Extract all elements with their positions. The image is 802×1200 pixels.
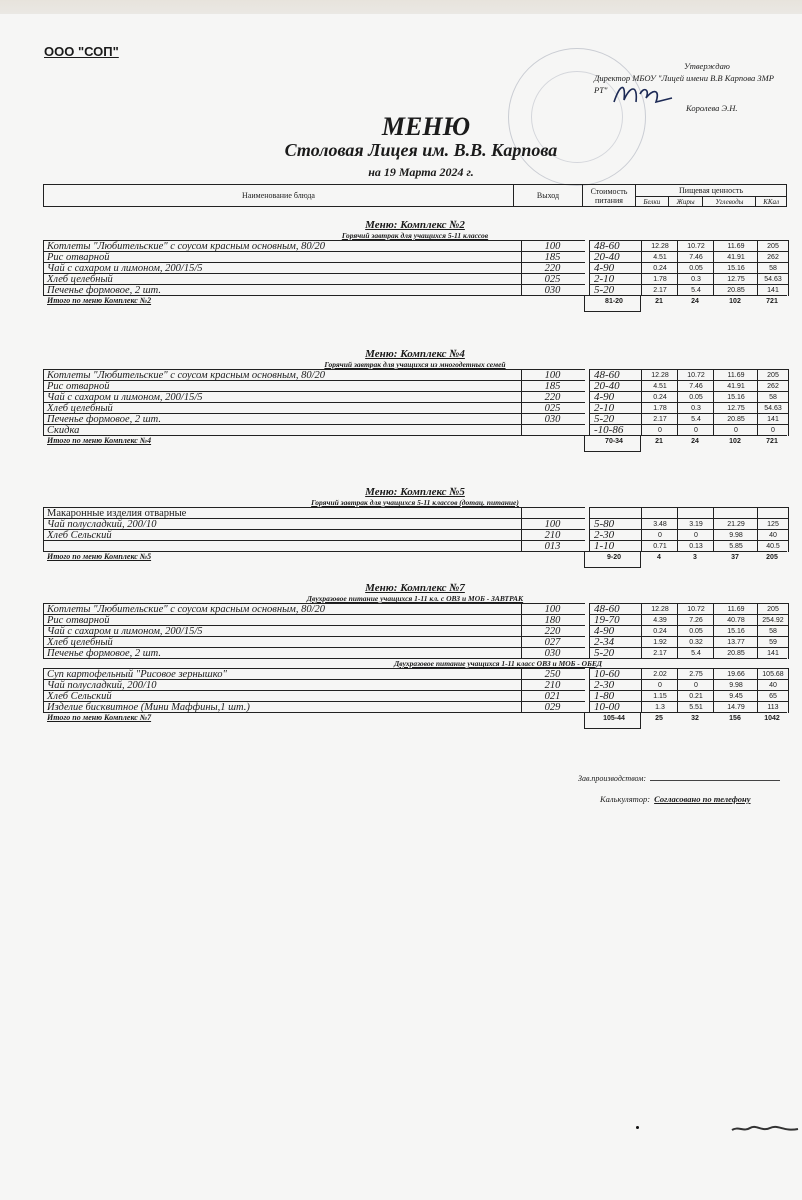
approval-line-2: Директор МБОУ "Лицей имени В.В Карпова ЗМР xyxy=(594,73,774,83)
table-row xyxy=(43,413,787,424)
dish-carbs: 9.45 xyxy=(713,690,758,702)
section-complex-4 xyxy=(43,348,787,450)
dish-output: 100 xyxy=(520,369,585,381)
dish-protein: 3.48 xyxy=(641,518,678,530)
table-row xyxy=(43,402,787,413)
dish-carbs: 41.91 xyxy=(713,380,758,392)
dish-output: 100 xyxy=(520,603,585,615)
dish-fat: 0 xyxy=(677,529,714,541)
approval-line-3: РТ" xyxy=(594,85,608,95)
dish-carbs: 11.69 xyxy=(713,603,758,615)
header-out: Выход xyxy=(514,185,583,207)
dish-protein: 4.51 xyxy=(641,251,678,263)
dish-carbs: 20.85 xyxy=(713,647,758,659)
dish-fat: 5.51 xyxy=(677,701,714,713)
dish-carbs: 12.75 xyxy=(713,273,758,285)
dish-price: 10-60 xyxy=(589,668,644,680)
dish-output: 220 xyxy=(520,262,585,274)
dish-protein: 4.51 xyxy=(641,380,678,392)
table-row xyxy=(43,668,787,679)
total-carbs: 37 xyxy=(731,554,739,561)
dish-name: Печенье формовое, 2 шт. xyxy=(43,413,522,425)
table-row xyxy=(43,273,787,284)
dish-protein: 0 xyxy=(641,424,678,436)
approval-line-1: Утверждаю xyxy=(684,61,730,71)
total-price: 81-20 xyxy=(605,298,623,305)
header-price: Стоимость питания xyxy=(583,185,636,207)
dish-name: Суп картофельный "Рисовое зернышко" xyxy=(43,668,522,680)
section-complex-2 xyxy=(43,219,787,310)
dish-carbs: 14.79 xyxy=(713,701,758,713)
dish-name: Рис отварной xyxy=(43,380,522,392)
dish-output: 210 xyxy=(520,679,585,691)
total-carbs: 102 xyxy=(729,438,741,445)
dish-fat: 5.4 xyxy=(677,284,714,296)
dish-carbs: 0 xyxy=(713,424,758,436)
dish-output: 185 xyxy=(520,251,585,263)
dish-fat: 7.46 xyxy=(677,251,714,263)
dish-output: 030 xyxy=(520,284,585,296)
dish-price: 2-34 xyxy=(589,636,644,648)
dish-kcal: 113 xyxy=(757,701,789,713)
dish-name: Рис отварной xyxy=(43,614,522,626)
dish-name: Хлеб целебный xyxy=(43,273,522,285)
dish-fat: 0.3 xyxy=(677,273,714,285)
dish-fat: 5.4 xyxy=(677,647,714,659)
dish-kcal: 58 xyxy=(757,391,789,403)
table-row xyxy=(43,636,787,647)
table-row xyxy=(43,391,787,402)
total-kcal: 205 xyxy=(766,554,778,561)
dish-kcal: 105.68 xyxy=(757,668,789,680)
total-price: 9-20 xyxy=(606,554,621,561)
dish-carbs: 41.91 xyxy=(713,251,758,263)
dish-kcal: 58 xyxy=(757,262,789,274)
dish-kcal: 54.63 xyxy=(757,273,789,285)
dish-protein: 2.17 xyxy=(641,647,678,659)
dish-carbs: 9.98 xyxy=(713,679,758,691)
ink-scribble-icon xyxy=(730,1124,800,1134)
dish-price: 5-20 xyxy=(589,413,644,425)
dish-price: 5-80 xyxy=(589,518,644,530)
dish-carbs: 15.16 xyxy=(713,625,758,637)
header-col-kcal: ККал xyxy=(756,197,787,207)
table-row xyxy=(43,240,787,251)
dish-name: Чай полусладкий, 200/10 xyxy=(43,518,522,530)
dish-carbs: 20.85 xyxy=(713,284,758,296)
dish-fat: 2.75 xyxy=(677,668,714,680)
table-row xyxy=(43,284,787,295)
dish-output: 210 xyxy=(520,529,585,541)
dish-name: Рис отварной xyxy=(43,251,522,263)
dish-protein: 0 xyxy=(641,529,678,541)
dish-price: 1-10 xyxy=(589,540,644,552)
section-total xyxy=(43,712,787,727)
table-row xyxy=(43,690,787,701)
total-carbs: 102 xyxy=(729,298,741,305)
section-title: Меню: Комплекс №4 xyxy=(365,348,465,360)
calculator-line xyxy=(600,794,751,804)
table-row xyxy=(43,625,787,636)
dish-output: 030 xyxy=(520,413,585,425)
section-subtitle: Горячий завтрак для учащихся из многодетных семей xyxy=(324,360,506,369)
section-title: Меню: Комплекс №2 xyxy=(365,219,465,231)
dish-protein: 2.17 xyxy=(641,413,678,425)
table-row xyxy=(43,529,787,540)
dish-carbs: 20.85 xyxy=(713,413,758,425)
dish-name: Чай с сахаром и лимоном, 200/15/5 xyxy=(43,391,522,403)
dish-output: 220 xyxy=(520,391,585,403)
section-complex-5 xyxy=(43,486,787,566)
approval-signer: Королева Э.Н. xyxy=(686,103,738,113)
dish-protein: 1.78 xyxy=(641,273,678,285)
dish-protein: 0.24 xyxy=(641,625,678,637)
dish-price: 10-00 xyxy=(589,701,644,713)
total-protein: 21 xyxy=(655,438,663,445)
total-label: Итого по меню Комплекс №2 xyxy=(47,296,152,305)
table-row xyxy=(43,603,787,614)
dish-price: 48-60 xyxy=(589,603,644,615)
dish-price: 20-40 xyxy=(589,380,644,392)
dish-fat: 7.46 xyxy=(677,380,714,392)
menu-date: на 19 Марта 2024 г. xyxy=(368,165,474,179)
dish-carbs: 13.77 xyxy=(713,636,758,648)
dish-protein: 12.28 xyxy=(641,240,678,252)
dish-kcal: 40.5 xyxy=(757,540,789,552)
dish-kcal: 141 xyxy=(757,284,789,296)
section-title: Меню: Комплекс №5 xyxy=(365,486,465,498)
dish-price: 20-40 xyxy=(589,251,644,263)
section-subtitle: Горячий завтрак для учащихся 5-11 классов xyxy=(341,231,489,240)
table-row xyxy=(43,701,787,712)
dish-output: 030 xyxy=(520,647,585,659)
dish-carbs: 11.69 xyxy=(713,369,758,381)
manager-signature-line xyxy=(578,774,780,783)
dish-kcal: 254.92 xyxy=(757,614,789,626)
dish-output: 013 xyxy=(520,540,585,552)
dish-price: 4-90 xyxy=(589,262,644,274)
dish-kcal: 40 xyxy=(757,529,789,541)
total-protein: 21 xyxy=(655,298,663,305)
table-row xyxy=(43,518,787,529)
total-protein: 4 xyxy=(657,554,661,561)
dish-kcal: 205 xyxy=(757,603,789,615)
dish-name: Хлеб Сельский xyxy=(43,529,522,541)
section-table xyxy=(43,240,787,310)
section-complex-7 xyxy=(43,582,787,727)
dish-protein: 1.78 xyxy=(641,402,678,414)
dish-fat: 10.72 xyxy=(677,603,714,615)
dish-protein: 4.39 xyxy=(641,614,678,626)
section-total xyxy=(43,435,787,450)
total-label: Итого по меню Комплекс №7 xyxy=(47,713,152,722)
dish-name: Чай с сахаром и лимоном, 200/15/5 xyxy=(43,625,522,637)
ink-dot xyxy=(636,1126,639,1129)
dish-carbs: 11.69 xyxy=(713,240,758,252)
dish-fat: 0 xyxy=(677,679,714,691)
dish-kcal: 125 xyxy=(757,518,789,530)
dish-price: 2-30 xyxy=(589,679,644,691)
dish-name: Чай с сахаром и лимоном, 200/15/5 xyxy=(43,262,522,274)
section-title: Меню: Комплекс №7 xyxy=(365,582,465,594)
total-fat: 32 xyxy=(691,715,699,722)
calculator-value: Согласовано по телефону xyxy=(654,794,751,804)
dish-protein: 12.28 xyxy=(641,369,678,381)
dish-fat: 0.05 xyxy=(677,391,714,403)
dish-price: 4-90 xyxy=(589,625,644,637)
total-kcal: 721 xyxy=(766,298,778,305)
dish-name: Макаронные изделия отварные xyxy=(43,507,522,519)
dish-kcal: 262 xyxy=(757,251,789,263)
table-row xyxy=(43,380,787,391)
dish-output: 027 xyxy=(520,636,585,648)
page-title: МЕНЮ xyxy=(381,112,471,141)
dish-name: Печенье формовое, 2 шт. xyxy=(43,647,522,659)
dish-protein: 0.71 xyxy=(641,540,678,552)
table-row xyxy=(43,424,787,435)
total-label: Итого по меню Комплекс №5 xyxy=(47,552,152,561)
dish-price: 48-60 xyxy=(589,240,644,252)
dish-protein: 0.24 xyxy=(641,391,678,403)
header-nutrition: Пищевая ценность xyxy=(636,185,787,197)
dish-carbs: 9.98 xyxy=(713,529,758,541)
dish-protein: 1.15 xyxy=(641,690,678,702)
dish-carbs: 19.66 xyxy=(713,668,758,680)
table-row xyxy=(43,251,787,262)
dish-output: 185 xyxy=(520,380,585,392)
dish-output: 180 xyxy=(520,614,585,626)
dish-fat: 7.26 xyxy=(677,614,714,626)
dish-price: 5-20 xyxy=(589,647,644,659)
section-subtitle-lunch: Двухразовое питание учащихся 1-11 класс ОВЗ и МОБ - ОБЕД xyxy=(43,658,787,668)
dish-output: 100 xyxy=(520,518,585,530)
dish-price: 5-20 xyxy=(589,284,644,296)
dish-kcal: 205 xyxy=(757,369,789,381)
dish-carbs: 15.16 xyxy=(713,262,758,274)
dish-kcal: 58 xyxy=(757,625,789,637)
total-price: 70-34 xyxy=(605,438,623,445)
table-row xyxy=(43,507,787,518)
dish-fat: 10.72 xyxy=(677,240,714,252)
dish-price: 2-10 xyxy=(589,402,644,414)
dish-price: 4-90 xyxy=(589,391,644,403)
approval-block xyxy=(594,60,802,114)
dish-price: 48-60 xyxy=(589,369,644,381)
dish-carbs: 12.75 xyxy=(713,402,758,414)
dish-carbs: 5.85 xyxy=(713,540,758,552)
dish-carbs: 21.29 xyxy=(713,518,758,530)
calculator-label: Калькулятор: xyxy=(600,794,651,804)
section-table xyxy=(43,603,787,727)
dish-kcal: 205 xyxy=(757,240,789,252)
dish-protein: 12.28 xyxy=(641,603,678,615)
table-row xyxy=(43,262,787,273)
signature-icon xyxy=(610,80,674,110)
manager-blank xyxy=(650,780,780,781)
dish-name: Скидка xyxy=(43,424,522,436)
dish-kcal: 262 xyxy=(757,380,789,392)
section-total xyxy=(43,551,787,566)
header-name: Наименование блюда xyxy=(44,185,514,207)
table-row xyxy=(43,679,787,690)
dish-kcal: 141 xyxy=(757,647,789,659)
dish-output: 029 xyxy=(520,701,585,713)
dish-output: 250 xyxy=(520,668,585,680)
dish-fat: 0.3 xyxy=(677,402,714,414)
dish-fat: 10.72 xyxy=(677,369,714,381)
dish-kcal: 40 xyxy=(757,679,789,691)
page-subtitle: Столовая Лицея им. В.В. Карпова xyxy=(284,140,558,160)
dish-name: Хлеб Сельский xyxy=(43,690,522,702)
section-table xyxy=(43,369,787,450)
manager-label: Зав.производством: xyxy=(578,774,647,783)
dish-name: Печенье формовое, 2 шт. xyxy=(43,284,522,296)
dish-price: 1-80 xyxy=(589,690,644,702)
dish-fat: 0 xyxy=(677,424,714,436)
dish-protein: 2.02 xyxy=(641,668,678,680)
section-subtitle: Двухразовое питание учащихся 1-11 кл. с ОВЗ и МОБ - ЗАВТРАК xyxy=(306,594,524,603)
dish-price: 19-70 xyxy=(589,614,644,626)
dish-output: 025 xyxy=(520,402,585,414)
dish-output: 100 xyxy=(520,240,585,252)
header-col-protein: Белки xyxy=(636,197,669,207)
table-row xyxy=(43,540,787,551)
dish-name: Хлеб целебный xyxy=(43,636,522,648)
dish-protein: 2.17 xyxy=(641,284,678,296)
dish-fat: 0.05 xyxy=(677,262,714,274)
section-subtitle: Горячий завтрак для учащихся 5-11 классов (дотац. питание) xyxy=(311,498,519,507)
dish-output: 220 xyxy=(520,625,585,637)
table-row xyxy=(43,647,787,658)
dish-fat: 0.21 xyxy=(677,690,714,702)
total-kcal: 721 xyxy=(766,438,778,445)
dish-name: Котлеты "Любительские" с соусом красным основным, 80/20 xyxy=(43,240,522,252)
table-row xyxy=(43,614,787,625)
dish-carbs: 15.16 xyxy=(713,391,758,403)
dish-protein: 0 xyxy=(641,679,678,691)
total-kcal: 1042 xyxy=(764,715,780,722)
dish-kcal: 65 xyxy=(757,690,789,702)
dish-price: 2-30 xyxy=(589,529,644,541)
header-col-fat: Жиры xyxy=(668,197,703,207)
dish-protein: 1.3 xyxy=(641,701,678,713)
dish-fat: 0.32 xyxy=(677,636,714,648)
total-price: 105-44 xyxy=(603,715,625,722)
dish-kcal: 54.63 xyxy=(757,402,789,414)
dish-fat: 0.13 xyxy=(677,540,714,552)
dish-fat: 3.19 xyxy=(677,518,714,530)
dish-kcal: 141 xyxy=(757,413,789,425)
dish-price: -10-86 xyxy=(589,424,644,436)
dish-output: 021 xyxy=(520,690,585,702)
total-fat: 24 xyxy=(691,298,699,305)
table-header xyxy=(43,184,787,207)
total-fat: 3 xyxy=(693,554,697,561)
dish-price: 2-10 xyxy=(589,273,644,285)
total-fat: 24 xyxy=(691,438,699,445)
organization-name: ООО "СОП" xyxy=(44,44,119,59)
dish-protein: 0.24 xyxy=(641,262,678,274)
section-table xyxy=(43,507,787,566)
total-protein: 25 xyxy=(655,715,663,722)
dish-protein: 1.92 xyxy=(641,636,678,648)
total-carbs: 156 xyxy=(729,715,741,722)
table-row xyxy=(43,369,787,380)
header-col-carbs: Углеводы xyxy=(703,197,756,207)
dish-name: Чай полусладкий, 200/10 xyxy=(43,679,522,691)
total-label: Итого по меню Комплекс №4 xyxy=(47,436,152,445)
dish-name: Изделие бисквитное (Мини Маффины,1 шт.) xyxy=(43,701,522,713)
dish-fat: 5.4 xyxy=(677,413,714,425)
dish-name: Хлеб целебный xyxy=(43,402,522,414)
dish-kcal: 59 xyxy=(757,636,789,648)
dish-output: 025 xyxy=(520,273,585,285)
dish-name: Котлеты "Любительские" с соусом красным основным, 80/20 xyxy=(43,603,522,615)
dish-name: Котлеты "Любительские" с соусом красным основным, 80/20 xyxy=(43,369,522,381)
section-total xyxy=(43,295,787,310)
dish-carbs: 40.78 xyxy=(713,614,758,626)
dish-fat: 0.05 xyxy=(677,625,714,637)
dish-kcal: 0 xyxy=(757,424,789,436)
